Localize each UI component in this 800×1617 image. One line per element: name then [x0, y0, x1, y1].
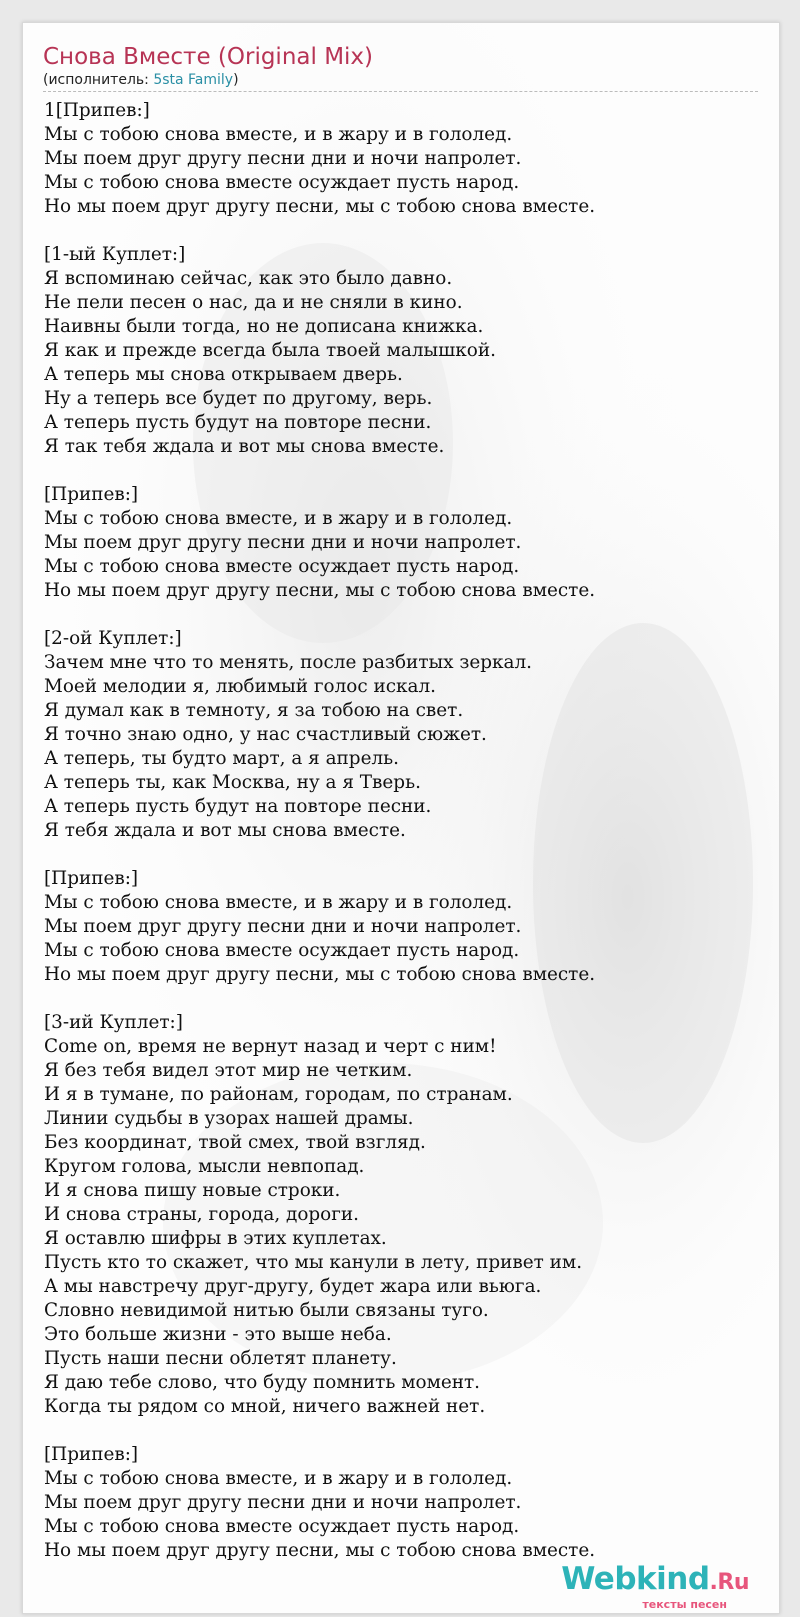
stanza-gap: [44, 843, 759, 867]
lyric-line: [Припев:]: [44, 868, 139, 889]
lyric-line: Мы поем друг другу песни дни и ночи напролет.: [44, 148, 522, 169]
lyric-line: Но мы поем друг другу песни, мы с тобою снова вместе.: [44, 580, 596, 601]
lyric-line: Словно невидимой нитью были связаны туго.: [44, 1300, 489, 1321]
webkind-logo[interactable]: [561, 1563, 749, 1611]
lyric-line: Я оставлю шифры в этих куплетах.: [44, 1228, 387, 1249]
lyric-line: А теперь пусть будут на повторе песни.: [44, 412, 432, 433]
lyric-line: Я даю тебе слово, что буду помнить момент.: [44, 1372, 481, 1393]
lyric-line: Я точно знаю одно, у нас счастливый сюжет.: [44, 724, 487, 745]
lyric-line: И снова страны, города, дороги.: [44, 1204, 359, 1225]
lyric-line: Мы поем друг другу песни дни и ночи напролет.: [44, 1492, 522, 1513]
lyric-line: Мы поем друг другу песни дни и ночи напролет.: [44, 916, 522, 937]
artist-link[interactable]: 5sta Family: [153, 72, 234, 88]
brand-ru: .Ru: [709, 1570, 749, 1595]
brand-name: [561, 1563, 749, 1599]
lyric-line: [1-ый Куплет:]: [44, 244, 186, 265]
lyric-line: Без координат, твой смех, твой взгляд.: [44, 1132, 426, 1153]
lyric-line: А теперь, ты будто март, а я апрель.: [44, 748, 399, 769]
lyric-line: Зачем мне что то менять, после разбитых зеркал.: [44, 652, 533, 673]
lyric-line: Come on, время не вернут назад и черт с ним!: [44, 1036, 497, 1057]
brand-web: Web: [561, 1561, 637, 1597]
lyric-line: Мы поем друг другу песни дни и ночи напролет.: [44, 532, 522, 553]
song-header: [43, 43, 758, 92]
brand-kind: kind: [636, 1561, 710, 1597]
lyric-line: Я тебя ждала и вот мы снова вместе.: [44, 820, 406, 841]
lyric-line: Но мы поем друг другу песни, мы с тобою снова вместе.: [44, 964, 596, 985]
lyric-line: Мы с тобою снова вместе, и в жару и в гололед.: [44, 124, 513, 145]
lyric-line: Когда ты рядом со мной, ничего важней нет.: [44, 1396, 486, 1417]
lyric-line: А мы навстречу друг-другу, будет жара или вьюга.: [44, 1276, 542, 1297]
lyric-line: А теперь мы снова открываем дверь.: [44, 364, 403, 385]
lyric-line: Линии судьбы в узорах нашей драмы.: [44, 1108, 414, 1129]
lyric-line: Мы с тобою снова вместе, и в жару и в гололед.: [44, 1468, 513, 1489]
lyrics-text: [44, 99, 759, 1563]
stanza-gap: [44, 987, 759, 1011]
lyric-line: Я как и прежде всегда была твоей малышкой.: [44, 340, 496, 361]
artist-line: [43, 71, 758, 92]
lyric-line: Это больше жизни - это выше неба.: [44, 1324, 392, 1345]
lyric-line: Мы с тобою снова вместе, и в жару и в гололед.: [44, 892, 513, 913]
stanza-gap: [44, 219, 759, 243]
lyric-line: Мы с тобою снова вместе осуждает пусть народ.: [44, 172, 520, 193]
lyrics-card: [22, 22, 780, 1614]
artist-suffix: ): [233, 72, 239, 88]
lyric-line: 1[Припев:]: [44, 100, 150, 121]
lyric-line: Пусть наши песни облетят планету.: [44, 1348, 397, 1369]
lyric-line: Пусть кто то скажет, что мы канули в лету, привет им.: [44, 1252, 583, 1273]
song-title: Снова Вместе (Original Mix): [43, 44, 374, 70]
lyric-line: И я снова пишу новые строки.: [44, 1180, 341, 1201]
lyric-line: Не пели песен о нас, да и не сняли в кино.: [44, 292, 463, 313]
lyric-line: И я в тумане, по районам, городам, по странам.: [44, 1084, 513, 1105]
lyric-line: Мы с тобою снова вместе осуждает пусть народ.: [44, 1516, 520, 1537]
lyric-line: [Припев:]: [44, 1444, 139, 1465]
brand-tagline: тексты песен: [642, 1598, 727, 1611]
lyric-line: Но мы поем друг другу песни, мы с тобою снова вместе.: [44, 1540, 596, 1561]
lyric-line: Мы с тобою снова вместе, и в жару и в гололед.: [44, 508, 513, 529]
lyric-line: Но мы поем друг другу песни, мы с тобою снова вместе.: [44, 196, 596, 217]
lyric-line: Моей мелодии я, любимый голос искал.: [44, 676, 437, 697]
lyric-line: Ну а теперь все будет по другому, верь.: [44, 388, 433, 409]
stanza-gap: [44, 1419, 759, 1443]
lyric-line: [Припев:]: [44, 484, 139, 505]
lyric-line: Я без тебя видел этот мир не четким.: [44, 1060, 413, 1081]
lyric-line: [3-ий Куплет:]: [44, 1012, 183, 1033]
lyric-line: Мы с тобою снова вместе осуждает пусть народ.: [44, 556, 520, 577]
lyric-line: Кругом голова, мысли невпопад.: [44, 1156, 365, 1177]
lyric-line: Мы с тобою снова вместе осуждает пусть народ.: [44, 940, 520, 961]
lyric-line: Я думал как в темноту, я за тобою на свет.: [44, 700, 464, 721]
lyric-line: Я так тебя ждала и вот мы снова вместе.: [44, 436, 445, 457]
lyric-line: А теперь ты, как Москва, ну а я Тверь.: [44, 772, 421, 793]
lyric-line: Я вспоминаю сейчас, как это было давно.: [44, 268, 453, 289]
stanza-gap: [44, 459, 759, 483]
lyric-line: [2-ой Куплет:]: [44, 628, 182, 649]
stanza-gap: [44, 603, 759, 627]
artist-prefix: (исполнитель:: [43, 72, 154, 88]
lyric-line: А теперь пусть будут на повторе песни.: [44, 796, 432, 817]
lyric-line: Наивны были тогда, но не дописана книжка.: [44, 316, 484, 337]
